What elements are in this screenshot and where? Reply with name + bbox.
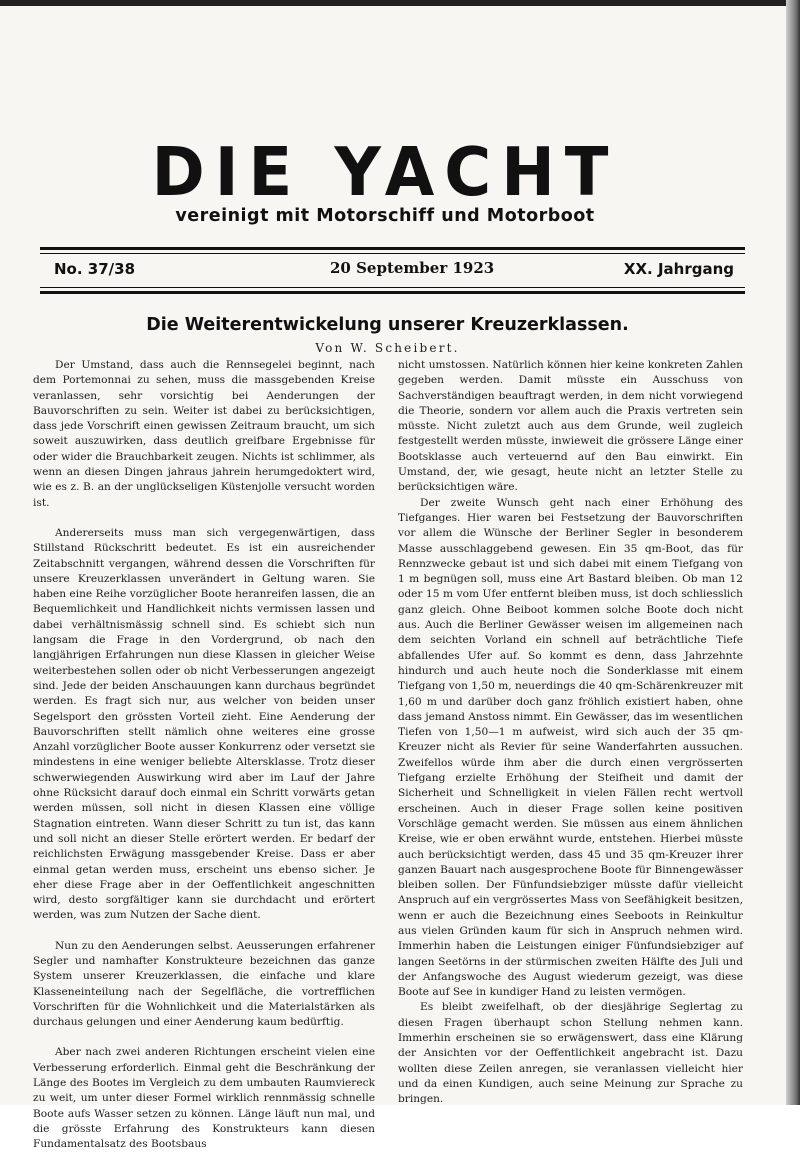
issue-number: No. 37/38	[54, 260, 136, 278]
divider-rule	[40, 247, 745, 250]
article-author: Von W. Scheibert.	[315, 341, 460, 355]
article-title: Die Weiterentwickelung unserer Kreuzerklassen.	[146, 315, 629, 335]
paragraph: Der zweite Wunsch geht nach einer Erhöhung des Tiefganges. Hier waren bei Festsetzung der Bauvorschriften vor allem die Wünsche der Berliner Segler in besonderem Masse ausschlaggebend gewesen. Ein 35 qm-Boot, das für Rennzwecke gebaut ist und sich dabei mit einem Tiefgang von 1 m begnügen soll, muss eine Art Bastard bleiben. Ob man 12 oder 15 m vom Ufer entfernt bleiben muss, ist doch schliesslich ganz gleich. Ohne Beiboot kommen solche Boote doch nicht aus. Auch die Berliner Gewässer weisen im allgemeinen nach dem seichten Vorland ein schnell auf beträchtliche Tiefe abfallendes Ufer auf. So kommt es denn, dass Jahrzehnte hindurch und auch heute noch die Sonderklasse mit einem Tiefgang von 1,50 m, neuerdings die 40 qm-Schärenkreuzer mit 1,60 m und darüber doch ganz fröhlich existiert haben, ohne dass jemand Anstoss nimmt. Ein Gewässer, das im wesentlichen Tiefen von 1,50—1 m aufweist, wird sich auch der 35 qm-Kreuzer nicht als Revier für seine Wanderfahrten aussuchen. Zweifellos würde ihm aber die durch einen vergrösserten Tiefgang erzielte Erhöhung der Steifheit und damit der Sicherheit und Schnelligkeit in vielen Fällen recht wertvoll erscheinen. Auch in dieser Frage sollen keine positiven Vorschläge gemacht werden. Sie müssen aus einem ähnlichen Kreise, wie er oben erwähnt wurde, entstehen. Hierbei müsste auch berücksichtigt werden, dass 45 und 35 qm-Kreuzer ihrer ganzen Bauart nach ausgesprochene Boote für Binnengewässer bleiben sollen. Der Fünfundsiebziger müsste dafür vielleicht Anspruch auf ein vergrössertes Mass von Seefähigkeit besitzen, wenn er auch die Bezeichnung eines Seeboots in Reinkultur aus vielen Gründen kaum für sich in Anspruch nehmen wird. Immerhin haben die Leistungen einiger Fünfundsiebziger auf langen Seetörns in der stürmischen zweiten Hälfte des Juli und der Anfangswoche des August wiederum gezeigt, was diese Boote auf See in kundiger Hand zu leisten vermögen.	[398, 496, 743, 999]
paragraph: Andererseits muss man sich vergegenwärtigen, dass Stillstand Rückschritt bedeutet. Es ist ein ausreichender Zeitabschnitt vergangen, während dessen die Vorschriften für unsere Kreuzerklassen unverändert in Geltung waren. Sie haben eine Reihe vorzüglicher Boote heranreifen lassen, die an Bequemlichkeit und Handlichkeit nichts vermissen lassen und dabei verhältnismässig schnell sind. Es schiebt sich nun langsam die Frage in den Vordergrund, ob nach den langjährigen Erfahrungen nun diese Klassen in gleicher Weise weiterbestehen sollen oder ob nicht Verbesserungen angezeigt sind. Jede der beiden Anschauungen kann durchaus begründet werden. Es fragt sich nur, aus welcher von beiden unser Segelsport den grössten Vorteil zieht. Eine Aenderung der Bauvorschriften stellt nämlich ohne weiteres eine grosse Anzahl vorzüglicher Boote ausser Konkurrenz oder versetzt sie mindestens in eine weniger beliebte Altersklasse. Trotz dieser schwerwiegenden Auswirkung wird aber im Lauf der Jahre ohne Rücksicht darauf doch einmal ein Schritt vorwärts getan werden müssen, soll nicht in diesen Klassen eine völlige Stagnation eintreten. Wann dieser Schritt zu tun ist, das kann und soll nicht an dieser Stelle erörtert werden. Er bedarf der reichlichsten Erwägung massgebender Kreise. Dass er aber einmal getan werden muss, erscheint uns ebenso sicher. Je eher diese Frage aber in der Oeffentlichkeit angeschnitten wird, desto sorgfältiger kann sie durchdacht und erörtert werden, was zum Nutzen der Sache dient.	[33, 526, 375, 922]
issue-info-row	[54, 258, 734, 282]
masthead-title: DIE YACHT	[151, 134, 619, 212]
paragraph: nicht umstossen. Natürlich können hier keine konkreten Zahlen gegeben werden. Damit müsste ein Ausschuss von Sachverständigen beauftragt werden, in dem nicht vorwiegend die Theorie, sondern vor allem auch die Praxis vertreten sein müsste. Nicht zuletzt auch aus dem Grunde, weil zugleich festgestellt werden müsste, inwieweit die grössere Länge einer Bootsklasse auch verteuernd auf den Bau einwirkt. Ein Umstand, der, wie gesagt, heute nicht an letzter Stelle zu berücksichtigen wäre.	[398, 359, 743, 494]
divider-rule	[40, 253, 745, 254]
scan-edge-top	[0, 0, 800, 6]
masthead	[0, 134, 770, 226]
paragraph: Nun zu den Aenderungen selbst. Aeusserungen erfahrener Segler und namhafter Konstrukteure bezeichnen das ganze System unserer Kreuzerklassen, die einfache und klare Klasseneinteilung nach der Segelfläche, die vortrefflichen Vorschriften für die Wohnlichkeit und die Materialstärken als durchaus gelungen und einer Aenderung kaum bedürftig.	[33, 939, 375, 1029]
issue-date: 20 September 1923	[330, 259, 495, 277]
masthead-subtitle: vereinigt mit Motorschiff und Motorboot	[175, 206, 595, 226]
issue-volume: XX. Jahrgang	[623, 260, 734, 278]
paragraph: Es bleibt zweifelhaft, ob der diesjährige Seglertag zu diesen Fragen überhaupt schon Stellung nehmen kann. Immerhin erscheinen sie so erwägenswert, dass eine Klärung der Ansichten vor der Oeffentlichkeit angebracht ist. Dazu wollten diese Zeilen anregen, sie veranlassen vielleicht hier und da einen Kundigen, auch seine Meinung zur Sprache zu bringen.	[398, 1001, 743, 1106]
divider-rule	[40, 287, 745, 288]
divider-rule	[40, 291, 745, 294]
paragraph: Der Umstand, dass auch die Rennsegelei beginnt, nach dem Portemonnai zu sehen, muss die massgebenden Kreise veranlassen, sehr vorsichtig bei Aenderungen der Bauvorschriften zu sein. Weiter ist dabei zu berücksichtigen, dass jede Vorschrift einen gewissen Zeitraum braucht, um sich soweit auszuwirken, dass deutlich greifbare Ergebnisse für oder wider die Brauchbarkeit zeugen. Nichts ist schlimmer, als wenn an diesen Dingen jahraus jahrein herumgedoktert wird, wie es z. B. an der unglückseligen Küstenjolle versucht worden ist.	[33, 359, 375, 509]
scan-edge-right	[786, 0, 800, 1105]
article-column-right	[398, 358, 743, 1106]
article-column-left	[33, 358, 375, 1151]
paragraph: Aber nach zwei anderen Richtungen erscheint vielen eine Verbesserung erforderlich. Einmal geht die Beschränkung der Länge des Bootes im Vergleich zu dem umbauten Raumviereck zu weit, um unter dieser Formel wirklich rennmässig schnelle Boote aufs Wasser setzen zu können. Länge läuft nun mal, und die grösste Erfahrung des Konstrukteurs kann diesen Fundamentalsatz des Bootsbaus	[33, 1046, 375, 1151]
